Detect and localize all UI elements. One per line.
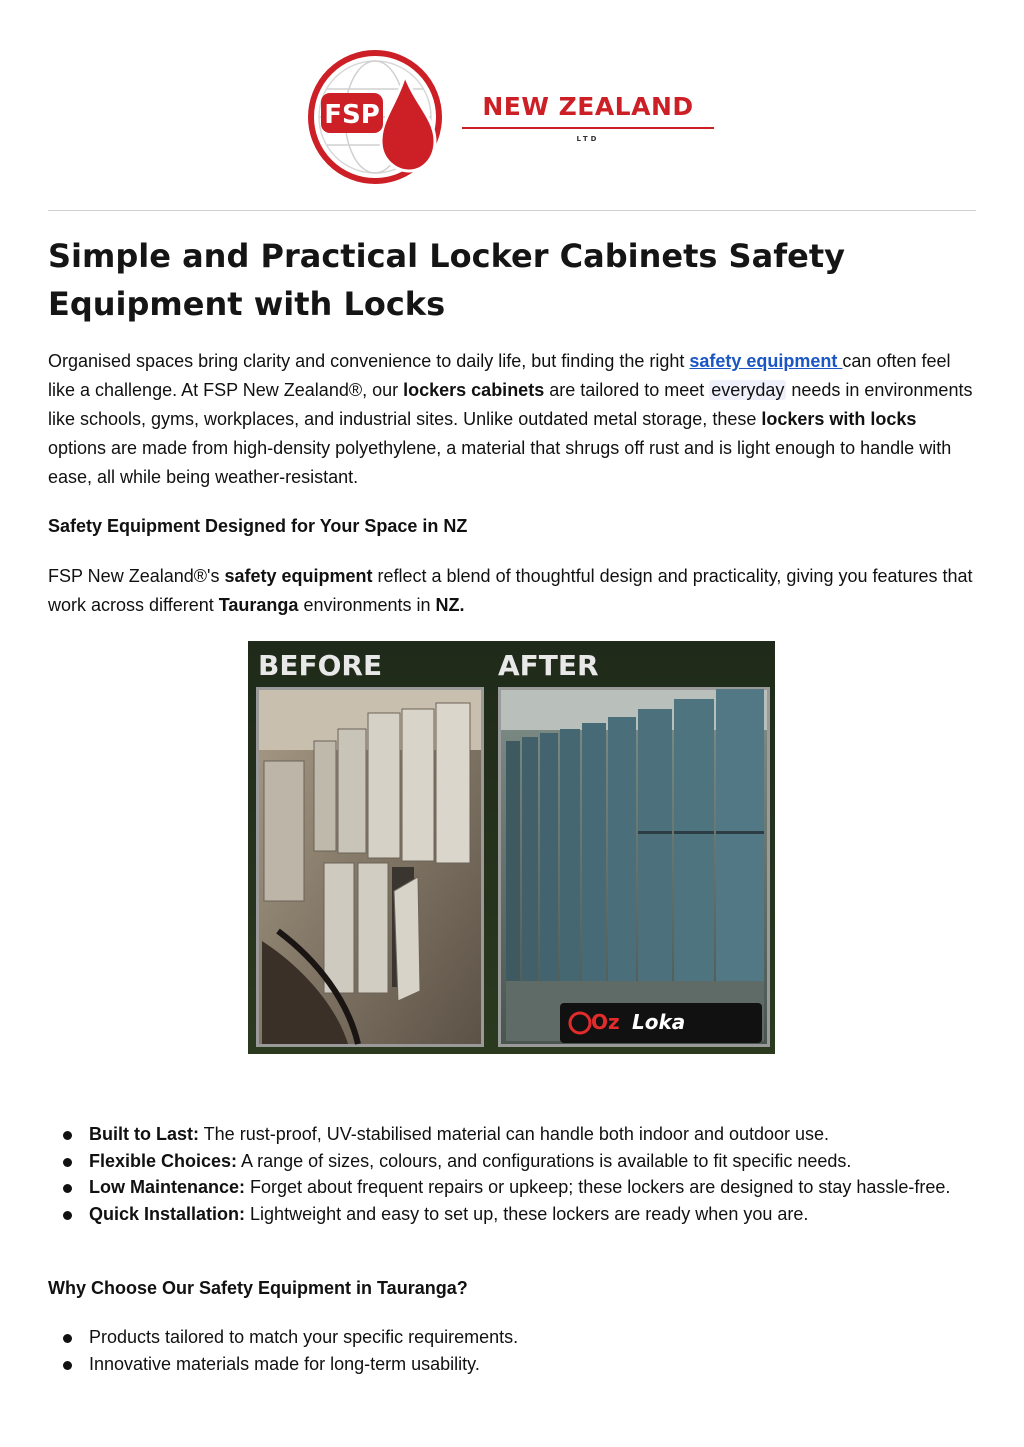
feature-text: Lightweight and easy to set up, these lockers are ready when you are. xyxy=(245,1203,809,1224)
feature-label: Flexible Choices: xyxy=(89,1150,238,1171)
list-item xyxy=(48,1201,978,1228)
intro-paragraph xyxy=(48,347,978,492)
intro-bold-lockers-with-locks: lockers with locks xyxy=(761,409,917,429)
intro-text-1: Organised spaces bring clarity and convenience to daily life, but finding the right xyxy=(48,351,690,371)
wordmark-underline xyxy=(462,127,714,129)
company-ltd: LTD xyxy=(576,135,600,143)
s1-bold-safety-equipment: safety equipment xyxy=(224,566,373,586)
header-divider xyxy=(48,210,976,211)
company-wordmark xyxy=(462,92,714,143)
list-item: Innovative materials made for long-term usability. xyxy=(48,1351,978,1378)
s1-bold-tauranga: Tauranga xyxy=(218,595,299,615)
intro-bold-lockers-cabinets: lockers cabinets xyxy=(403,380,545,400)
page-header xyxy=(0,0,1024,200)
before-panel xyxy=(256,687,484,1047)
section-heading-designed: Safety Equipment Designed for Your Space in NZ xyxy=(48,516,468,536)
feature-label: Built to Last: xyxy=(89,1124,199,1144)
logo-text: FSP xyxy=(324,100,380,130)
feature-label: Quick Installation: xyxy=(89,1203,246,1224)
list-item xyxy=(48,1121,978,1148)
intro-text-4: needs in environments like schools, gyms, workplaces, and industrial sites. Unlike outdated metal storage, these xyxy=(48,380,973,429)
why-choose-list xyxy=(48,1324,978,1377)
feature-text: The rust-proof, UV-stabilised material can handle both indoor and outdoor use. xyxy=(199,1124,830,1144)
section-heading-why-choose: Why Choose Our Safety Equipment in Tauranga? xyxy=(48,1278,468,1298)
before-after-photo xyxy=(248,641,775,1054)
list-item xyxy=(48,1148,978,1175)
safety-equipment-link[interactable]: safety equipment xyxy=(689,351,843,371)
brand-oz: Oz xyxy=(591,1010,620,1034)
s1-bold-nz: NZ. xyxy=(435,595,465,615)
s1-text-3: environments in xyxy=(298,595,436,615)
after-panel xyxy=(498,687,770,1047)
list-item xyxy=(48,1174,978,1201)
s1-text-1: FSP New Zealand®'s xyxy=(48,566,225,586)
after-label: AFTER xyxy=(498,649,599,682)
features-list xyxy=(48,1121,978,1227)
feature-label: Low Maintenance: xyxy=(89,1177,246,1197)
section1-paragraph xyxy=(48,562,978,620)
fsp-logo xyxy=(305,45,445,193)
intro-text-5: options are made from high-density polyethylene, a material that shrugs off rust and is light enough to handle with ease, all while being weather-resistant. xyxy=(48,438,952,487)
brand-loka: Loka xyxy=(632,1010,686,1034)
list-item: Products tailored to match your specific requirements. xyxy=(48,1324,978,1351)
feature-text: Forget about frequent repairs or upkeep; these lockers are designed to stay hassle-free. xyxy=(245,1177,951,1197)
intro-highlight-everyday: everyday xyxy=(711,380,785,400)
s1-text-2: reflect a blend of thoughtful design and practicality, giving you features that work across different xyxy=(48,566,973,615)
feature-text: A range of sizes, colours, and configurations is available to fit specific needs. xyxy=(237,1150,852,1171)
page-title: Simple and Practical Locker Cabinets Safety Equipment with Locks xyxy=(48,237,845,323)
intro-text-3: are tailored to meet xyxy=(544,380,710,400)
intro-text-2: can often feel like a challenge. At FSP New Zealand®, our xyxy=(48,351,951,400)
before-label: BEFORE xyxy=(258,649,383,682)
company-name: NEW ZEALAND xyxy=(482,92,694,121)
